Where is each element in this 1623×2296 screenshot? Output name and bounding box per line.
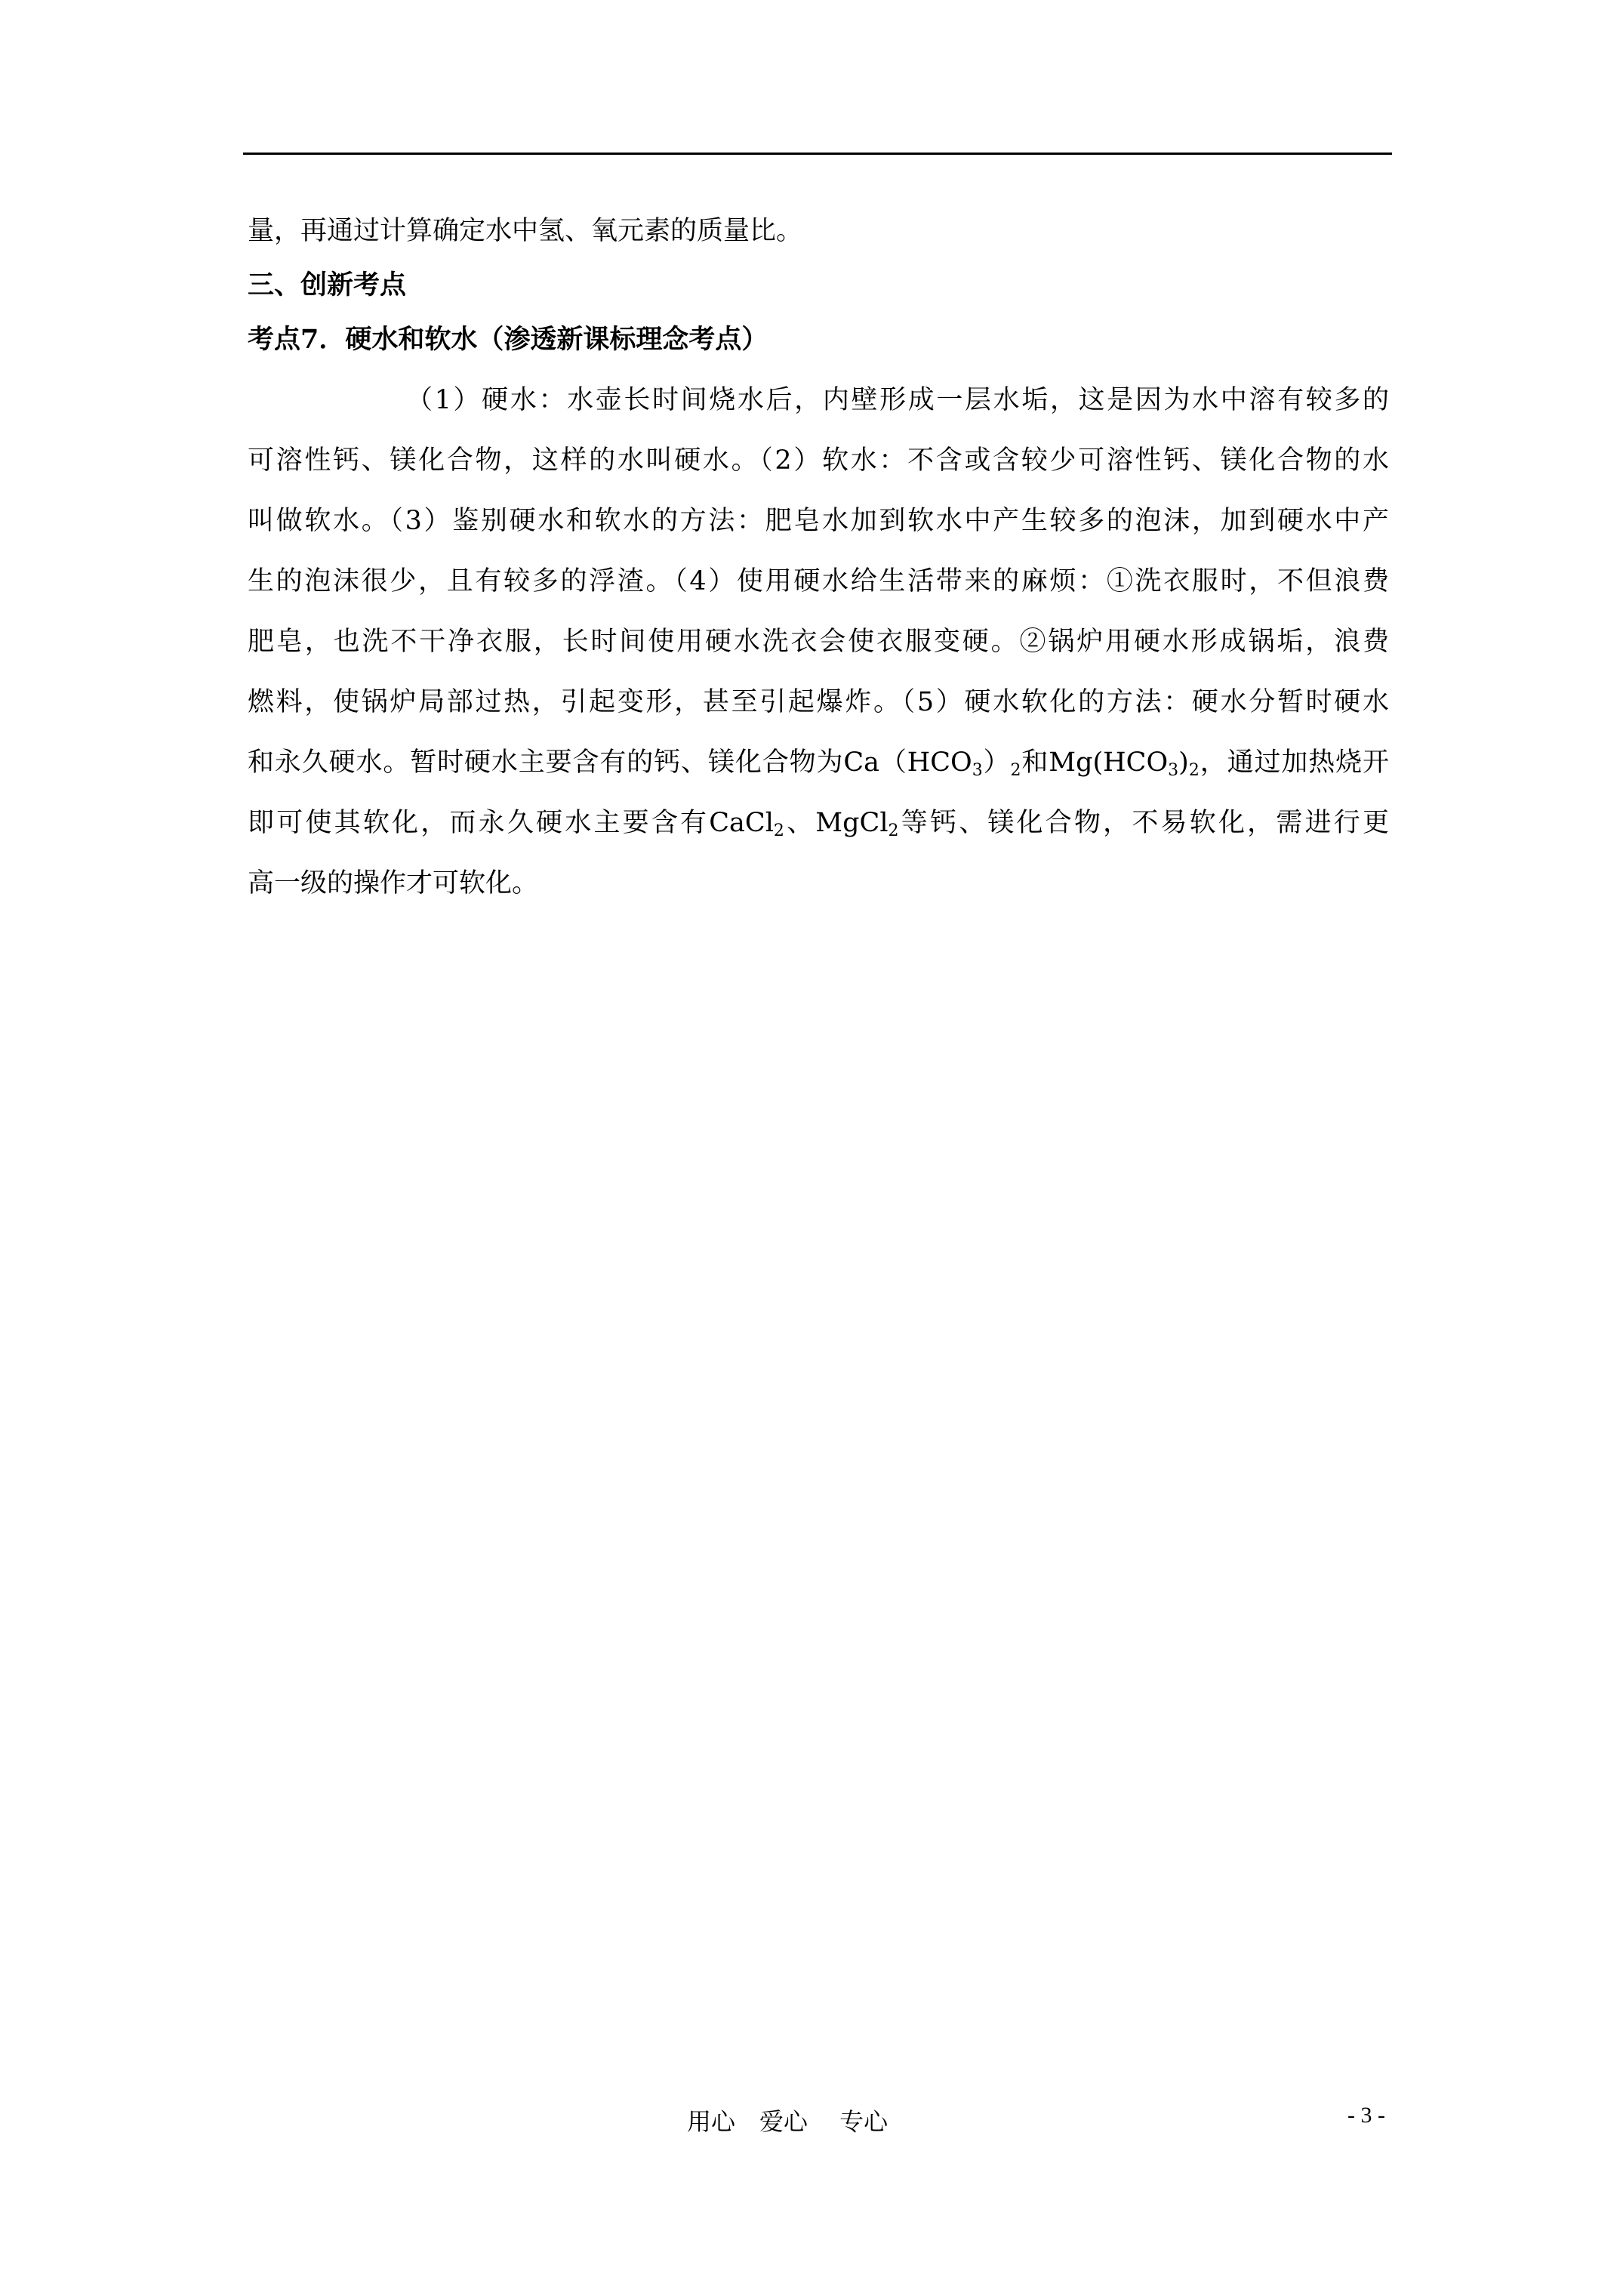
page-content [248, 204, 1389, 914]
subscript: 2 [773, 821, 784, 840]
subscript: 2 [1188, 761, 1200, 780]
text-segment: ） [982, 747, 1011, 778]
text-segment: ) [1178, 747, 1189, 778]
text-segment: 即可使其软化，而永久硬水主要含有CaCl [248, 808, 774, 838]
subscript: 3 [972, 761, 983, 780]
section-heading: 三、创新考点 [248, 270, 407, 300]
subscript: 2 [888, 821, 899, 840]
paragraph-line: 高一级的操作才可软化。 [248, 868, 539, 898]
body-line-continuation: 量，再通过计算确定水中氢、氧元素的质量比。 [248, 216, 803, 246]
paragraph-line: 燃料，使锅炉局部过热，引起变形，甚至引起爆炸。（5）硬水软化的方法：硬水分暂时硬水 [248, 687, 1389, 717]
paragraph-line-formula [248, 732, 1389, 793]
page-number: - 3 - [1347, 2103, 1385, 2128]
footer-motto: 用心 爱心 专心 [687, 2107, 888, 2136]
text-segment: 和Mg(HCO [1021, 747, 1169, 778]
text-segment: 等钙、镁化合物，不易软化，需进行更 [898, 808, 1389, 838]
paragraph-line: 生的泡沫很少，且有较多的浮渣。（4）使用硬水给生活带来的麻烦：①洗衣服时，不但浪费 [248, 566, 1389, 596]
paragraph-line-formula [248, 793, 1389, 853]
text-segment: 和永久硬水。暂时硬水主要含有的钙、镁化合物为Ca（HCO [248, 747, 972, 778]
text-segment: 、MgCl [784, 808, 888, 838]
header-rule [243, 153, 1392, 155]
subscript: 3 [1168, 761, 1179, 780]
topic-heading: 考点7．硬水和软水（渗透新课标理念考点） [248, 324, 768, 355]
text-segment: ，通过加热烧开 [1199, 747, 1389, 778]
paragraph-line: 叫做软水。（3）鉴别硬水和软水的方法：肥皂水加到软水中产生较多的泡沫，加到硬水中产 [248, 506, 1389, 536]
paragraph-line: （1）硬水：水壶长时间烧水后，内壁形成一层水垢，这是因为水中溶有较多的 [406, 385, 1389, 415]
subscript: 2 [1010, 761, 1021, 780]
hard-water-paragraph [248, 370, 1389, 914]
paragraph-line: 可溶性钙、镁化合物，这样的水叫硬水。（2）软水：不含或含较少可溶性钙、镁化合物的水 [248, 445, 1389, 476]
paragraph-line: 肥皂，也洗不干净衣服，长时间使用硬水洗衣会使衣服变硬。②锅炉用硬水形成锅垢，浪费 [248, 627, 1389, 657]
